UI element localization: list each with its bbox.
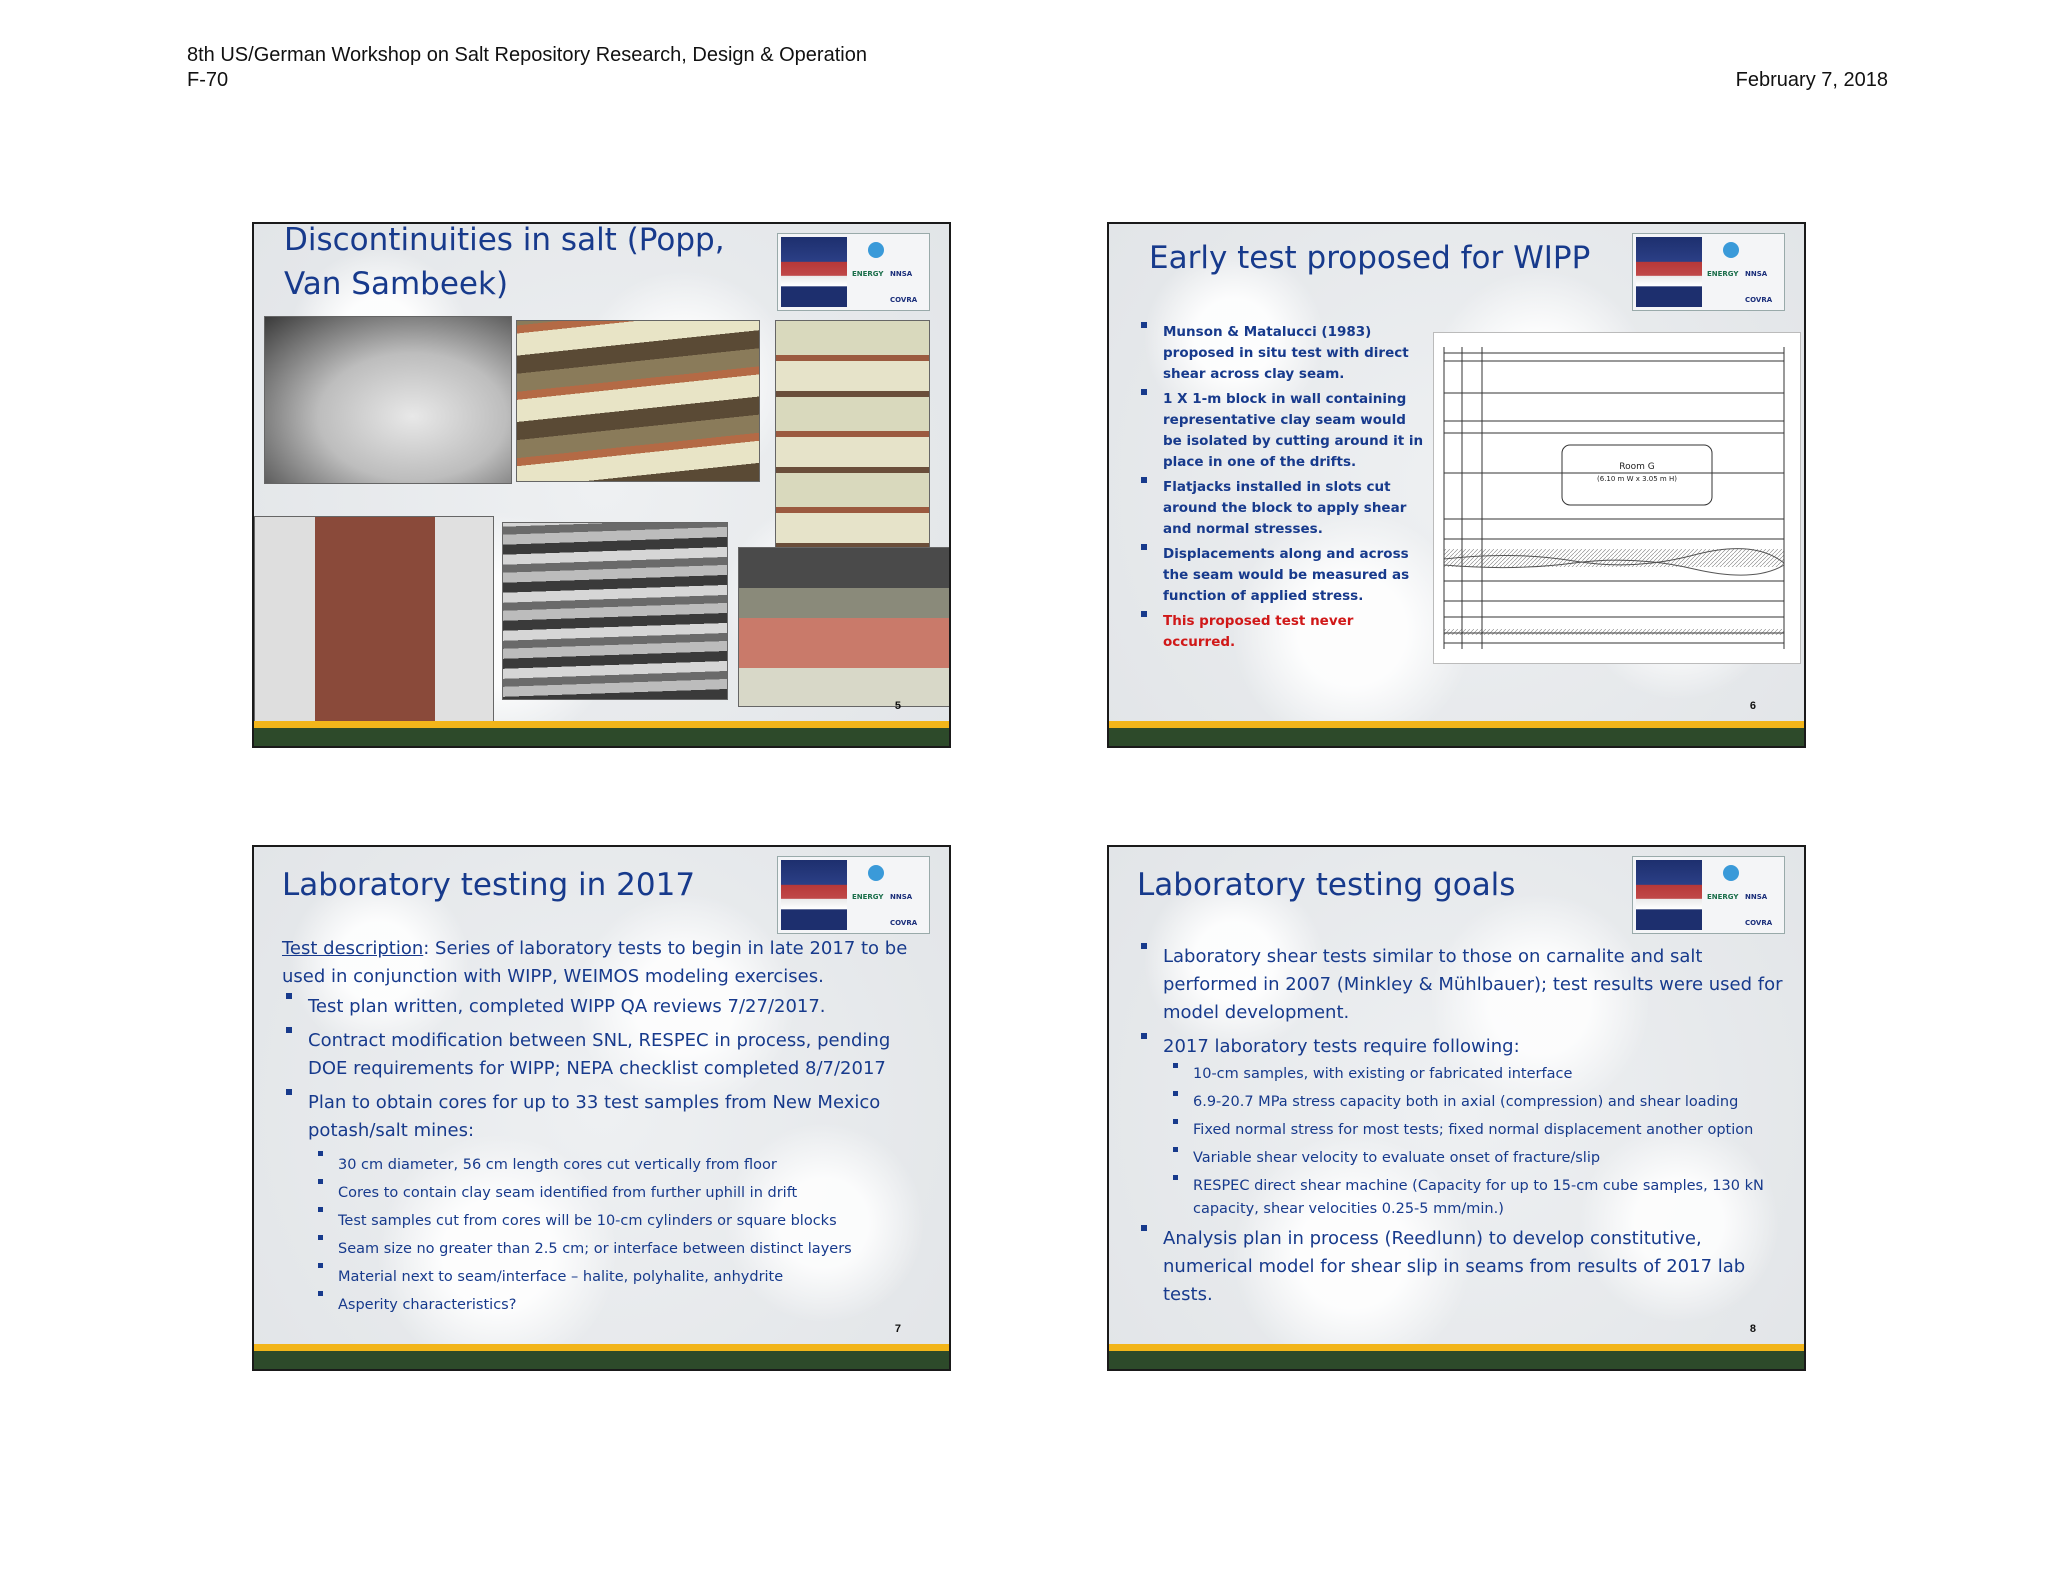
sub-bullet-item: Variable shear velocity to evaluate onset of fracture/slip (1137, 1147, 1787, 1170)
nnsa-logo-text: NNSA (890, 270, 913, 278)
nnsa-logo-text: NNSA (1745, 893, 1768, 901)
stratigraphy-diagram (1433, 332, 1801, 664)
document-page-code: F-70 (187, 69, 229, 91)
bullet-item: Analysis plan in process (Reedlunn) to develop constitutive, numerical model for shear slip in seams from results of 2017 lab tests. (1137, 1225, 1787, 1309)
covra-logo-text: COVRA (1745, 296, 1773, 304)
slide-footer-stripe (254, 1344, 949, 1351)
slide-7 (252, 845, 951, 1371)
sub-bullet-item: RESPEC direct shear machine (Capacity for up to 15-cm cube samples, 130 kN capacity, shear velocities 0.25-5 mm/min.) (1137, 1175, 1787, 1221)
salt-tunnel-photo (264, 316, 512, 484)
doe-logo-text: ENERGY (1707, 270, 1739, 278)
slide-title: Laboratory testing goals (1137, 867, 1516, 903)
room-label: Room G (1619, 462, 1655, 472)
slide-title: Early test proposed for WIPP (1149, 240, 1591, 276)
slide-footer-band (254, 728, 949, 746)
sub-bullet-item: 30 cm diameter, 56 cm length cores cut vertically from floor (282, 1151, 932, 1179)
salt-bedding-photo (502, 522, 728, 700)
sandia-logo-icon (868, 865, 884, 881)
doe-logo-text: ENERGY (852, 893, 884, 901)
covra-logo-text: COVRA (1745, 919, 1773, 927)
slide-footer-stripe (254, 721, 949, 728)
slide-footer-stripe (1109, 1344, 1804, 1351)
slide-5 (252, 222, 951, 748)
sub-bullet-item: Material next to seam/interface – halite, polyhalite, anhydrite (282, 1263, 932, 1291)
workshop-logo (777, 856, 930, 934)
flag-logo-image (1636, 860, 1702, 930)
slide-title-line-1: Discontinuities in salt (Popp, (284, 222, 725, 258)
bullet-item: Test plan written, completed WIPP QA reviews 7/27/2017. (282, 993, 932, 1021)
bullet-item: Laboratory shear tests similar to those on carnalite and salt performed in 2007 (Minkley & Mühlbauer); test results were used for model development. (1137, 943, 1787, 1027)
slide-bullet-list (282, 993, 932, 1319)
slide-footer-stripe (1109, 721, 1804, 728)
sub-bullet-item: Cores to contain clay seam identified from further uphill in drift (282, 1179, 932, 1207)
flag-logo-image (781, 860, 847, 930)
slide-footer-band (254, 1351, 949, 1369)
sandia-logo-icon (1723, 865, 1739, 881)
slide-6 (1107, 222, 1806, 748)
sub-bullet-item: Asperity characteristics? (282, 1291, 932, 1319)
sub-bullet-item: 6.9-20.7 MPa stress capacity both in axial (compression) and shear loading (1137, 1091, 1787, 1114)
slide-page-number: 6 (1749, 700, 1756, 712)
salt-pillar-photo (775, 320, 930, 552)
bullet-item-highlight: This proposed test never occurred. (1137, 611, 1427, 653)
bullet-item: Plan to obtain cores for up to 33 test samples from New Mexico potash/salt mines: (282, 1089, 932, 1145)
bullet-item: Contract modification between SNL, RESPEC in process, pending DOE requirements for WIPP; NEPA checklist completed 8/7/2017 (282, 1027, 932, 1083)
slide-title-line-2: Van Sambeek) (284, 266, 509, 302)
bullet-item: 2017 laboratory tests require following: (1137, 1033, 1787, 1061)
covra-logo-text: COVRA (890, 296, 918, 304)
flag-logo-image (781, 237, 847, 307)
slide-8 (1107, 845, 1806, 1371)
slide-title: Laboratory testing in 2017 (282, 867, 696, 903)
document-header-title: 8th US/German Workshop on Salt Repository Research, Design & Operation (187, 44, 867, 66)
slide-bullet-list (1137, 322, 1427, 653)
test-description-paragraph (282, 935, 932, 991)
covra-logo-text: COVRA (890, 919, 918, 927)
test-description-label: Test description (282, 938, 424, 959)
workshop-logo (777, 233, 930, 311)
bullet-item: Munson & Matalucci (1983) proposed in situ test with direct shear across clay seam. (1137, 322, 1427, 385)
bullet-item: Flatjacks installed in slots cut around the block to apply shear and normal stresses. (1137, 477, 1427, 540)
stratigraphy-diagram-svg (1434, 333, 1800, 663)
sub-bullet-item: Test samples cut from cores will be 10-cm cylinders or square blocks (282, 1207, 932, 1235)
workshop-logo (1632, 233, 1785, 311)
room-dimensions: (6.10 m W x 3.05 m H) (1597, 475, 1677, 483)
nnsa-logo-text: NNSA (1745, 270, 1768, 278)
flag-logo-image (1636, 237, 1702, 307)
salt-layer-wall-photo (516, 320, 760, 482)
slide-page-number: 8 (1749, 1323, 1756, 1335)
sub-bullet-item: 10-cm samples, with existing or fabricated interface (1137, 1063, 1787, 1086)
sandia-logo-icon (868, 242, 884, 258)
doe-logo-text: ENERGY (1707, 893, 1739, 901)
bullet-item: 1 X 1-m block in wall containing representative clay seam would be isolated by cutting around it in place in one of the drifts. (1137, 389, 1427, 473)
salt-excavation-photo (738, 547, 950, 707)
slide-page-number: 5 (894, 700, 901, 712)
slide-footer-band (1109, 1351, 1804, 1369)
sub-bullet-item: Fixed normal stress for most tests; fixed normal displacement another option (1137, 1119, 1787, 1142)
document-date: February 7, 2018 (1735, 69, 1888, 91)
slide-page-number: 7 (894, 1323, 901, 1335)
test-description-text: : Series of laboratory tests to begin in late 2017 to be used in conjunction with WIPP, WEIMOS modeling exercises. (282, 938, 908, 987)
workshop-logo (1632, 856, 1785, 934)
slide-bullet-list (1137, 943, 1787, 1309)
nnsa-logo-text: NNSA (890, 893, 913, 901)
doe-logo-text: ENERGY (852, 270, 884, 278)
bullet-item: Displacements along and across the seam would be measured as function of applied stress. (1137, 544, 1427, 607)
salt-core-sample-photo (254, 516, 494, 724)
slide-footer-band (1109, 728, 1804, 746)
sub-bullet-item: Seam size no greater than 2.5 cm; or interface between distinct layers (282, 1235, 932, 1263)
sandia-logo-icon (1723, 242, 1739, 258)
slide-title (284, 222, 725, 306)
